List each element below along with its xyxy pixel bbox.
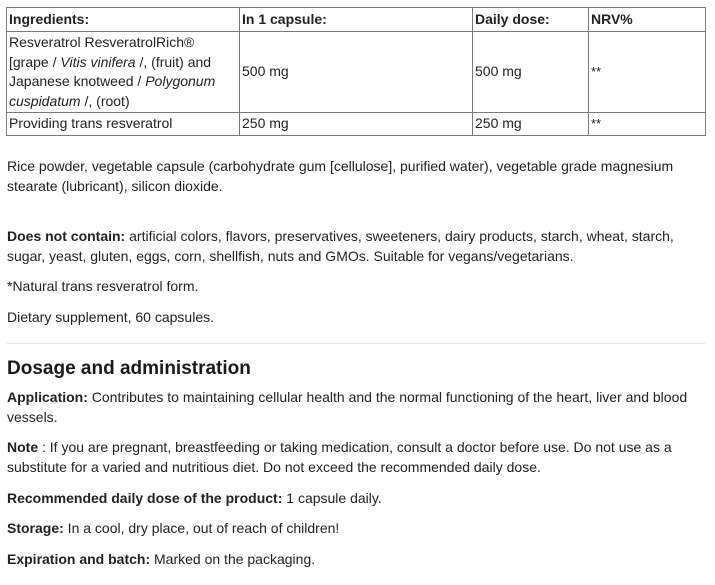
expiration-paragraph (7, 549, 707, 569)
does-not-contain-label: Does not contain: (7, 228, 126, 244)
application-label: Application: (7, 389, 88, 405)
ingredients-table (6, 7, 706, 136)
capsule-amount-cell: 250 mg (240, 113, 473, 136)
table-row (7, 113, 706, 136)
ingredient-name-part1: Resveratrol ResveratrolRich® (9, 34, 195, 50)
nrv-cell: ** (589, 32, 706, 113)
expiration-text: Marked on the packaging. (150, 551, 316, 567)
does-not-contain-paragraph (7, 226, 707, 266)
dosage-heading: Dosage and administration (7, 358, 251, 379)
latin-name-polygonum: Polygonum cuspidatum (9, 73, 216, 109)
ingredient-name-cell: Providing trans resveratrol (7, 113, 240, 136)
table-row (7, 32, 706, 113)
storage-label: Storage: (7, 520, 64, 536)
note-text: : If you are pregnant, breastfeeding or taking medication, consult a doctor before use. Do not use as a substitute for a varied and nutritious diet. Do not exceed the recommended daily dose. (7, 439, 672, 475)
recommended-dose-paragraph (7, 488, 707, 508)
storage-text: In a cool, dry place, out of reach of children! (63, 520, 340, 536)
header-ingredients: Ingredients: (7, 8, 240, 32)
other-ingredients-text: Rice powder, vegetable capsule (carbohydrate gum [cellulose], purified water), vegetable grade magnesium stearate (lubricant), silicon dioxide. (7, 158, 674, 194)
storage-paragraph (7, 518, 707, 538)
capsule-amount-cell: 500 mg (240, 32, 473, 113)
table-header-row (7, 8, 706, 32)
supplement-note: Dietary supplement, 60 capsules. (7, 309, 214, 325)
application-paragraph (7, 387, 707, 427)
does-not-contain-text: artificial colors, flavors, preservatives, sweeteners, dairy products, starch, wheat, starch, sugar, yeast, gluten, eggs, corn, shellfish, nuts and GMOs. Suitable for vegans/vegetarians. (7, 228, 674, 264)
header-in-1-capsule: In 1 capsule: (240, 8, 473, 32)
header-daily-dose: Daily dose: (473, 8, 589, 32)
ingredient-name-part3: /, (fruit) and Japanese knotweed / (9, 53, 212, 89)
latin-name-vitis: Vitis vinifera (60, 53, 136, 70)
daily-dose-cell: 250 mg (473, 113, 589, 136)
section-divider (7, 343, 705, 344)
header-nrv: NRV% (589, 8, 706, 32)
ingredient-name-cell (7, 32, 240, 113)
nrv-cell: ** (589, 113, 706, 136)
ingredient-name-part2: [grape / (9, 53, 61, 70)
daily-dose-cell: 500 mg (473, 32, 589, 113)
ingredient-name-part4: /, (root) (80, 92, 130, 109)
recommended-dose-label: Recommended daily dose of the product: (7, 490, 283, 506)
application-text: Contributes to maintaining cellular health and the normal functioning of the heart, liver and blood vessels. (7, 389, 688, 425)
recommended-dose-text: 1 capsule daily. (282, 490, 382, 506)
expiration-label: Expiration and batch: (7, 551, 151, 567)
note-label: Note (7, 439, 39, 455)
natural-form-note: *Natural trans resveratrol form. (7, 278, 199, 294)
note-paragraph (7, 437, 707, 477)
